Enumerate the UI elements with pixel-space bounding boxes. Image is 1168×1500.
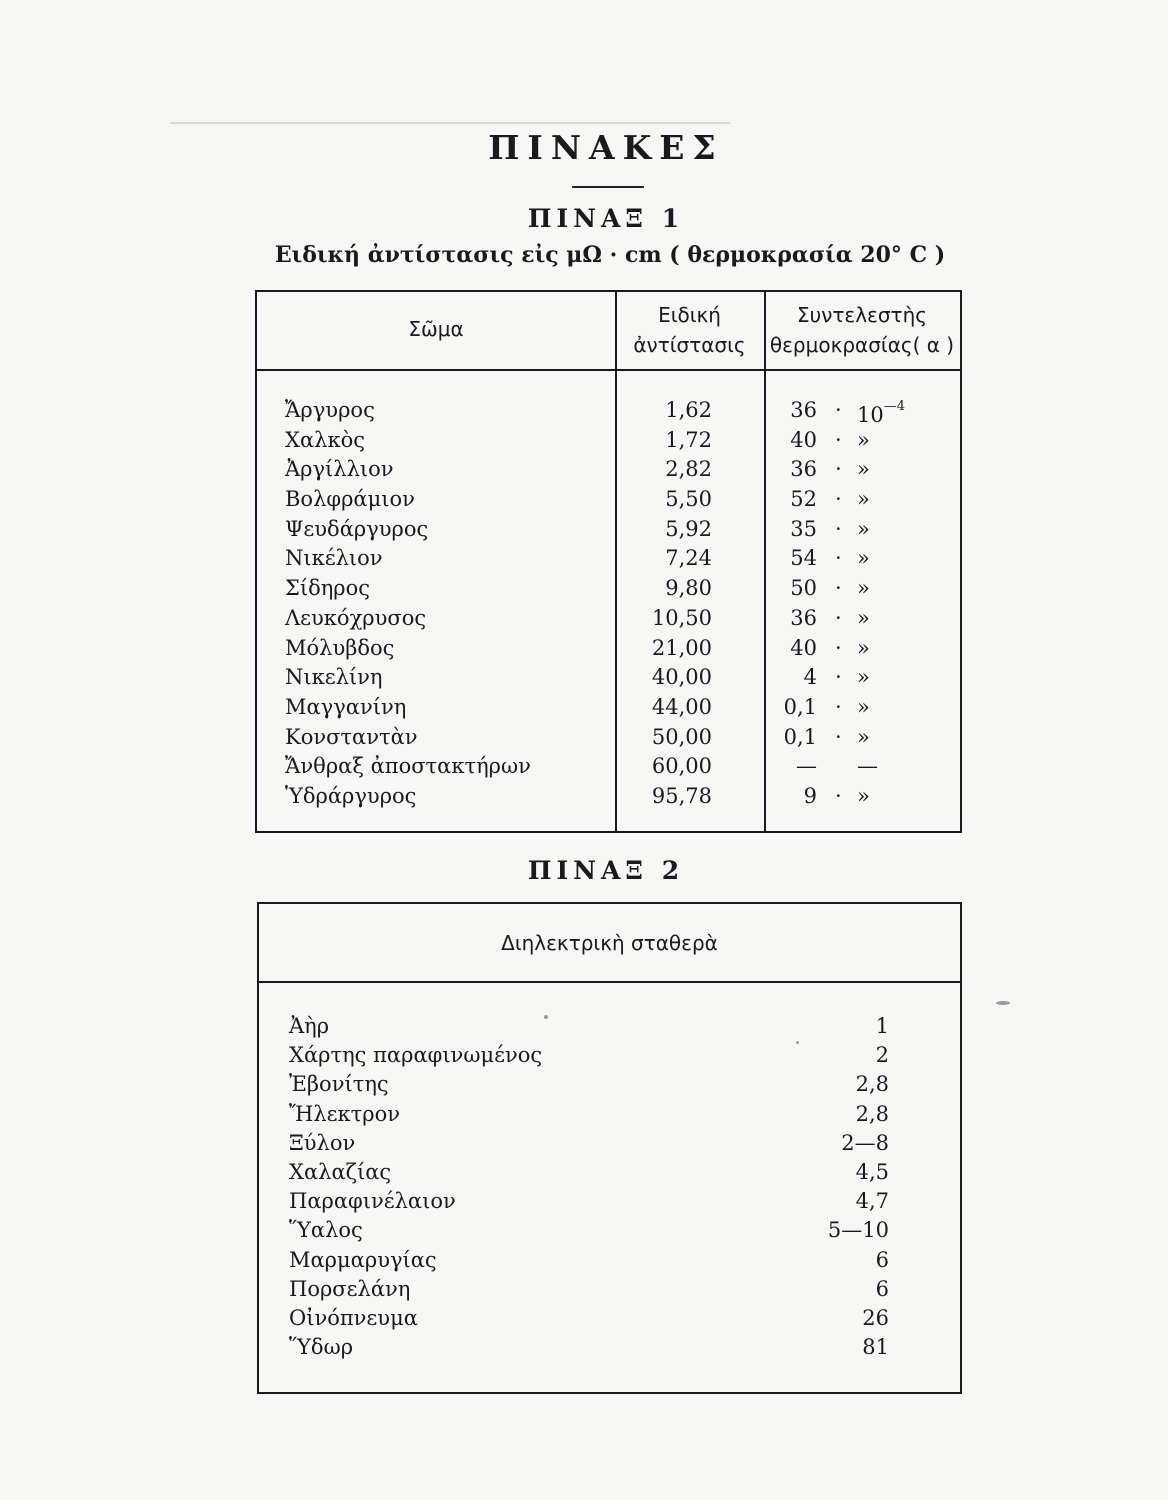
exponent-base: » <box>857 635 870 660</box>
table-row <box>259 1304 960 1333</box>
page-title: ΠΙΝΑΚΕΣ <box>488 128 724 167</box>
table-row <box>259 1070 960 1099</box>
table2 <box>257 902 962 1394</box>
table-row <box>257 752 960 782</box>
exponent-base: » <box>857 457 870 482</box>
resistivity-value: 95,78 <box>651 783 712 808</box>
table-row <box>257 604 960 634</box>
table1-header-coefficient-line2: θερμοκρασίας( α ) <box>769 333 955 357</box>
table-row <box>257 544 960 574</box>
table-row <box>259 1246 960 1275</box>
exponent-base: » <box>857 516 870 541</box>
coefficient-value: 35 <box>790 516 817 541</box>
table-row <box>259 1275 960 1304</box>
resistivity-value: 60,00 <box>651 754 712 779</box>
exponent-base: » <box>857 427 870 452</box>
table1 <box>255 290 962 833</box>
show-through-rule <box>170 122 730 124</box>
table-row <box>259 1216 960 1245</box>
material-name: Βολφράμιον <box>285 487 415 512</box>
material-name: Πορσελάνη <box>289 1276 411 1301</box>
material-name: Χαλκὸς <box>285 427 365 452</box>
exponent-base: » <box>857 724 870 749</box>
resistivity-value: 5,92 <box>665 516 712 541</box>
exponent-power: —4 <box>883 399 906 414</box>
material-name: Νικέλιον <box>285 546 383 571</box>
coefficient-exponent <box>857 693 917 723</box>
coefficient-exponent <box>857 515 917 545</box>
table-row <box>257 396 960 426</box>
table1-header-rule <box>257 369 960 371</box>
exponent-base: 10 <box>857 403 884 427</box>
table-row <box>259 1012 960 1041</box>
scan-speck <box>996 1001 1010 1005</box>
coefficient-value: 40 <box>790 427 817 452</box>
table-row <box>257 782 960 812</box>
resistivity-value: 21,00 <box>651 635 712 660</box>
material-name: Ψευδάργυρος <box>285 516 429 541</box>
table1-caption: Ειδική ἀντίστασις εἰς μΩ · cm ( θερμοκρασία 20° C ) <box>274 242 946 268</box>
table2-header: Διηλεκτρικὴ σταθερὰ <box>501 931 718 955</box>
material-name: Ἄργυρος <box>285 398 375 422</box>
resistivity-value: 9,80 <box>665 576 712 601</box>
multiply-dot: · <box>835 546 842 571</box>
resistivity-value: 5,50 <box>665 487 712 512</box>
exponent-base: — <box>857 754 878 779</box>
resistivity-value: 10,50 <box>651 605 712 630</box>
exponent-base: » <box>857 546 870 571</box>
multiply-dot: · <box>835 576 842 601</box>
coefficient-value: 4 <box>803 665 817 690</box>
material-name: Ἤλεκτρον <box>289 1101 401 1126</box>
table-row <box>259 1158 960 1187</box>
material-name: Οἰνόπνευμα <box>289 1305 418 1330</box>
material-name: Λευκόχρυσος <box>285 605 427 630</box>
material-name: Ἐβονίτης <box>289 1072 389 1097</box>
table-row <box>259 1333 960 1362</box>
coefficient-value: 50 <box>790 576 817 601</box>
coefficient-exponent <box>857 604 917 634</box>
material-name: Σίδηρος <box>285 576 371 601</box>
table2-title: ΠΙΝΑΞ 2 <box>527 856 685 885</box>
coefficient-exponent <box>857 752 917 782</box>
dielectric-value: 6 <box>875 1276 889 1301</box>
coefficient-exponent <box>857 723 917 753</box>
coefficient-exponent <box>857 782 917 812</box>
table-row <box>257 663 960 693</box>
coefficient-value: 0,1 <box>783 724 817 749</box>
multiply-dot: · <box>835 398 842 422</box>
dielectric-value: 1 <box>875 1014 889 1038</box>
scan-speck <box>544 1015 548 1019</box>
coefficient-exponent <box>857 485 917 515</box>
resistivity-value: 40,00 <box>651 665 712 690</box>
dielectric-value: 5—10 <box>827 1218 889 1243</box>
table-row <box>259 1100 960 1129</box>
multiply-dot: · <box>835 694 842 719</box>
material-name: Ξύλον <box>289 1130 356 1155</box>
coefficient-value: 9 <box>803 783 817 808</box>
coefficient-value: 36 <box>790 457 817 482</box>
coefficient-exponent <box>857 574 917 604</box>
coefficient-value: 52 <box>790 487 817 512</box>
table-row <box>259 1187 960 1216</box>
table2-body <box>259 1012 960 1362</box>
material-name: Κονσταντὰν <box>285 724 418 749</box>
exponent-base: » <box>857 783 870 808</box>
resistivity-value: 7,24 <box>665 546 712 571</box>
table-row <box>257 574 960 604</box>
coefficient-exponent <box>857 663 917 693</box>
multiply-dot: · <box>835 487 842 512</box>
exponent-base: » <box>857 694 870 719</box>
table-row <box>257 634 960 664</box>
dielectric-value: 26 <box>862 1305 889 1330</box>
coefficient-value: — <box>796 754 817 779</box>
coefficient-value: 36 <box>790 398 817 422</box>
table-row <box>257 723 960 753</box>
material-name: Ὕδωρ <box>289 1335 354 1360</box>
dielectric-value: 2,8 <box>855 1072 889 1097</box>
coefficient-value: 54 <box>790 546 817 571</box>
dielectric-value: 4,7 <box>855 1189 889 1214</box>
multiply-dot: · <box>835 516 842 541</box>
multiply-dot: · <box>835 605 842 630</box>
table1-body <box>257 396 960 812</box>
table-row <box>257 485 960 515</box>
coefficient-exponent <box>857 634 917 664</box>
multiply-dot: · <box>835 783 842 808</box>
resistivity-value: 1,62 <box>665 398 712 422</box>
material-name: Ὕαλος <box>289 1218 363 1243</box>
exponent-base: » <box>857 605 870 630</box>
material-name: Μόλυβδος <box>285 635 395 660</box>
material-name: Μαρμαρυγίας <box>289 1247 437 1272</box>
table-row <box>257 693 960 723</box>
coefficient-exponent <box>857 455 917 485</box>
table1-title: ΠΙΝΑΞ 1 <box>527 204 685 233</box>
scan-speck <box>796 1041 799 1044</box>
material-name: Ἀὴρ <box>289 1014 330 1038</box>
dielectric-value: 2—8 <box>841 1130 889 1155</box>
dielectric-value: 4,5 <box>855 1159 889 1184</box>
coefficient-value: 40 <box>790 635 817 660</box>
table1-header-resistivity-line1: Ειδική <box>658 303 721 327</box>
table-row <box>257 426 960 456</box>
multiply-dot: · <box>835 457 842 482</box>
coefficient-exponent <box>857 426 917 456</box>
table1-header-resistivity-line2: ἀντίστασις <box>633 333 746 357</box>
table1-header-coefficient-line1: Συντελεστὴς <box>796 303 927 327</box>
multiply-dot: · <box>835 724 842 749</box>
material-name: Ἀργίλλιον <box>285 457 394 482</box>
table-row <box>257 455 960 485</box>
table2-header-rule <box>259 981 960 983</box>
multiply-dot: · <box>835 665 842 690</box>
table-row <box>257 515 960 545</box>
material-name: Ἄνθραξ ἀποστακτήρων <box>285 754 531 779</box>
material-name: Χαλαζίας <box>289 1159 392 1184</box>
dielectric-value: 2,8 <box>855 1101 889 1126</box>
material-name: Μαγγανίνη <box>285 694 407 719</box>
table-row <box>259 1129 960 1158</box>
material-name: Χάρτης παραφινωμένος <box>289 1043 543 1068</box>
resistivity-value: 2,82 <box>665 457 712 482</box>
title-rule <box>572 186 644 188</box>
dielectric-value: 6 <box>875 1247 889 1272</box>
dielectric-value: 2 <box>875 1043 889 1068</box>
coefficient-exponent <box>857 544 917 574</box>
multiply-dot: · <box>835 427 842 452</box>
resistivity-value: 1,72 <box>665 427 712 452</box>
resistivity-value: 44,00 <box>651 694 712 719</box>
exponent-base: » <box>857 487 870 512</box>
resistivity-value: 50,00 <box>651 724 712 749</box>
material-name: Νικελίνη <box>285 665 383 690</box>
table-row <box>259 1041 960 1070</box>
exponent-base: » <box>857 665 870 690</box>
material-name: Παραφινέλαιον <box>289 1189 456 1214</box>
exponent-base: » <box>857 576 870 601</box>
dielectric-value: 81 <box>862 1335 889 1360</box>
material-name: Ὑδράργυρος <box>285 783 417 808</box>
coefficient-value: 36 <box>790 605 817 630</box>
multiply-dot: · <box>835 635 842 660</box>
coefficient-value: 0,1 <box>783 694 817 719</box>
table1-header-material: Σῶμα <box>408 317 464 341</box>
